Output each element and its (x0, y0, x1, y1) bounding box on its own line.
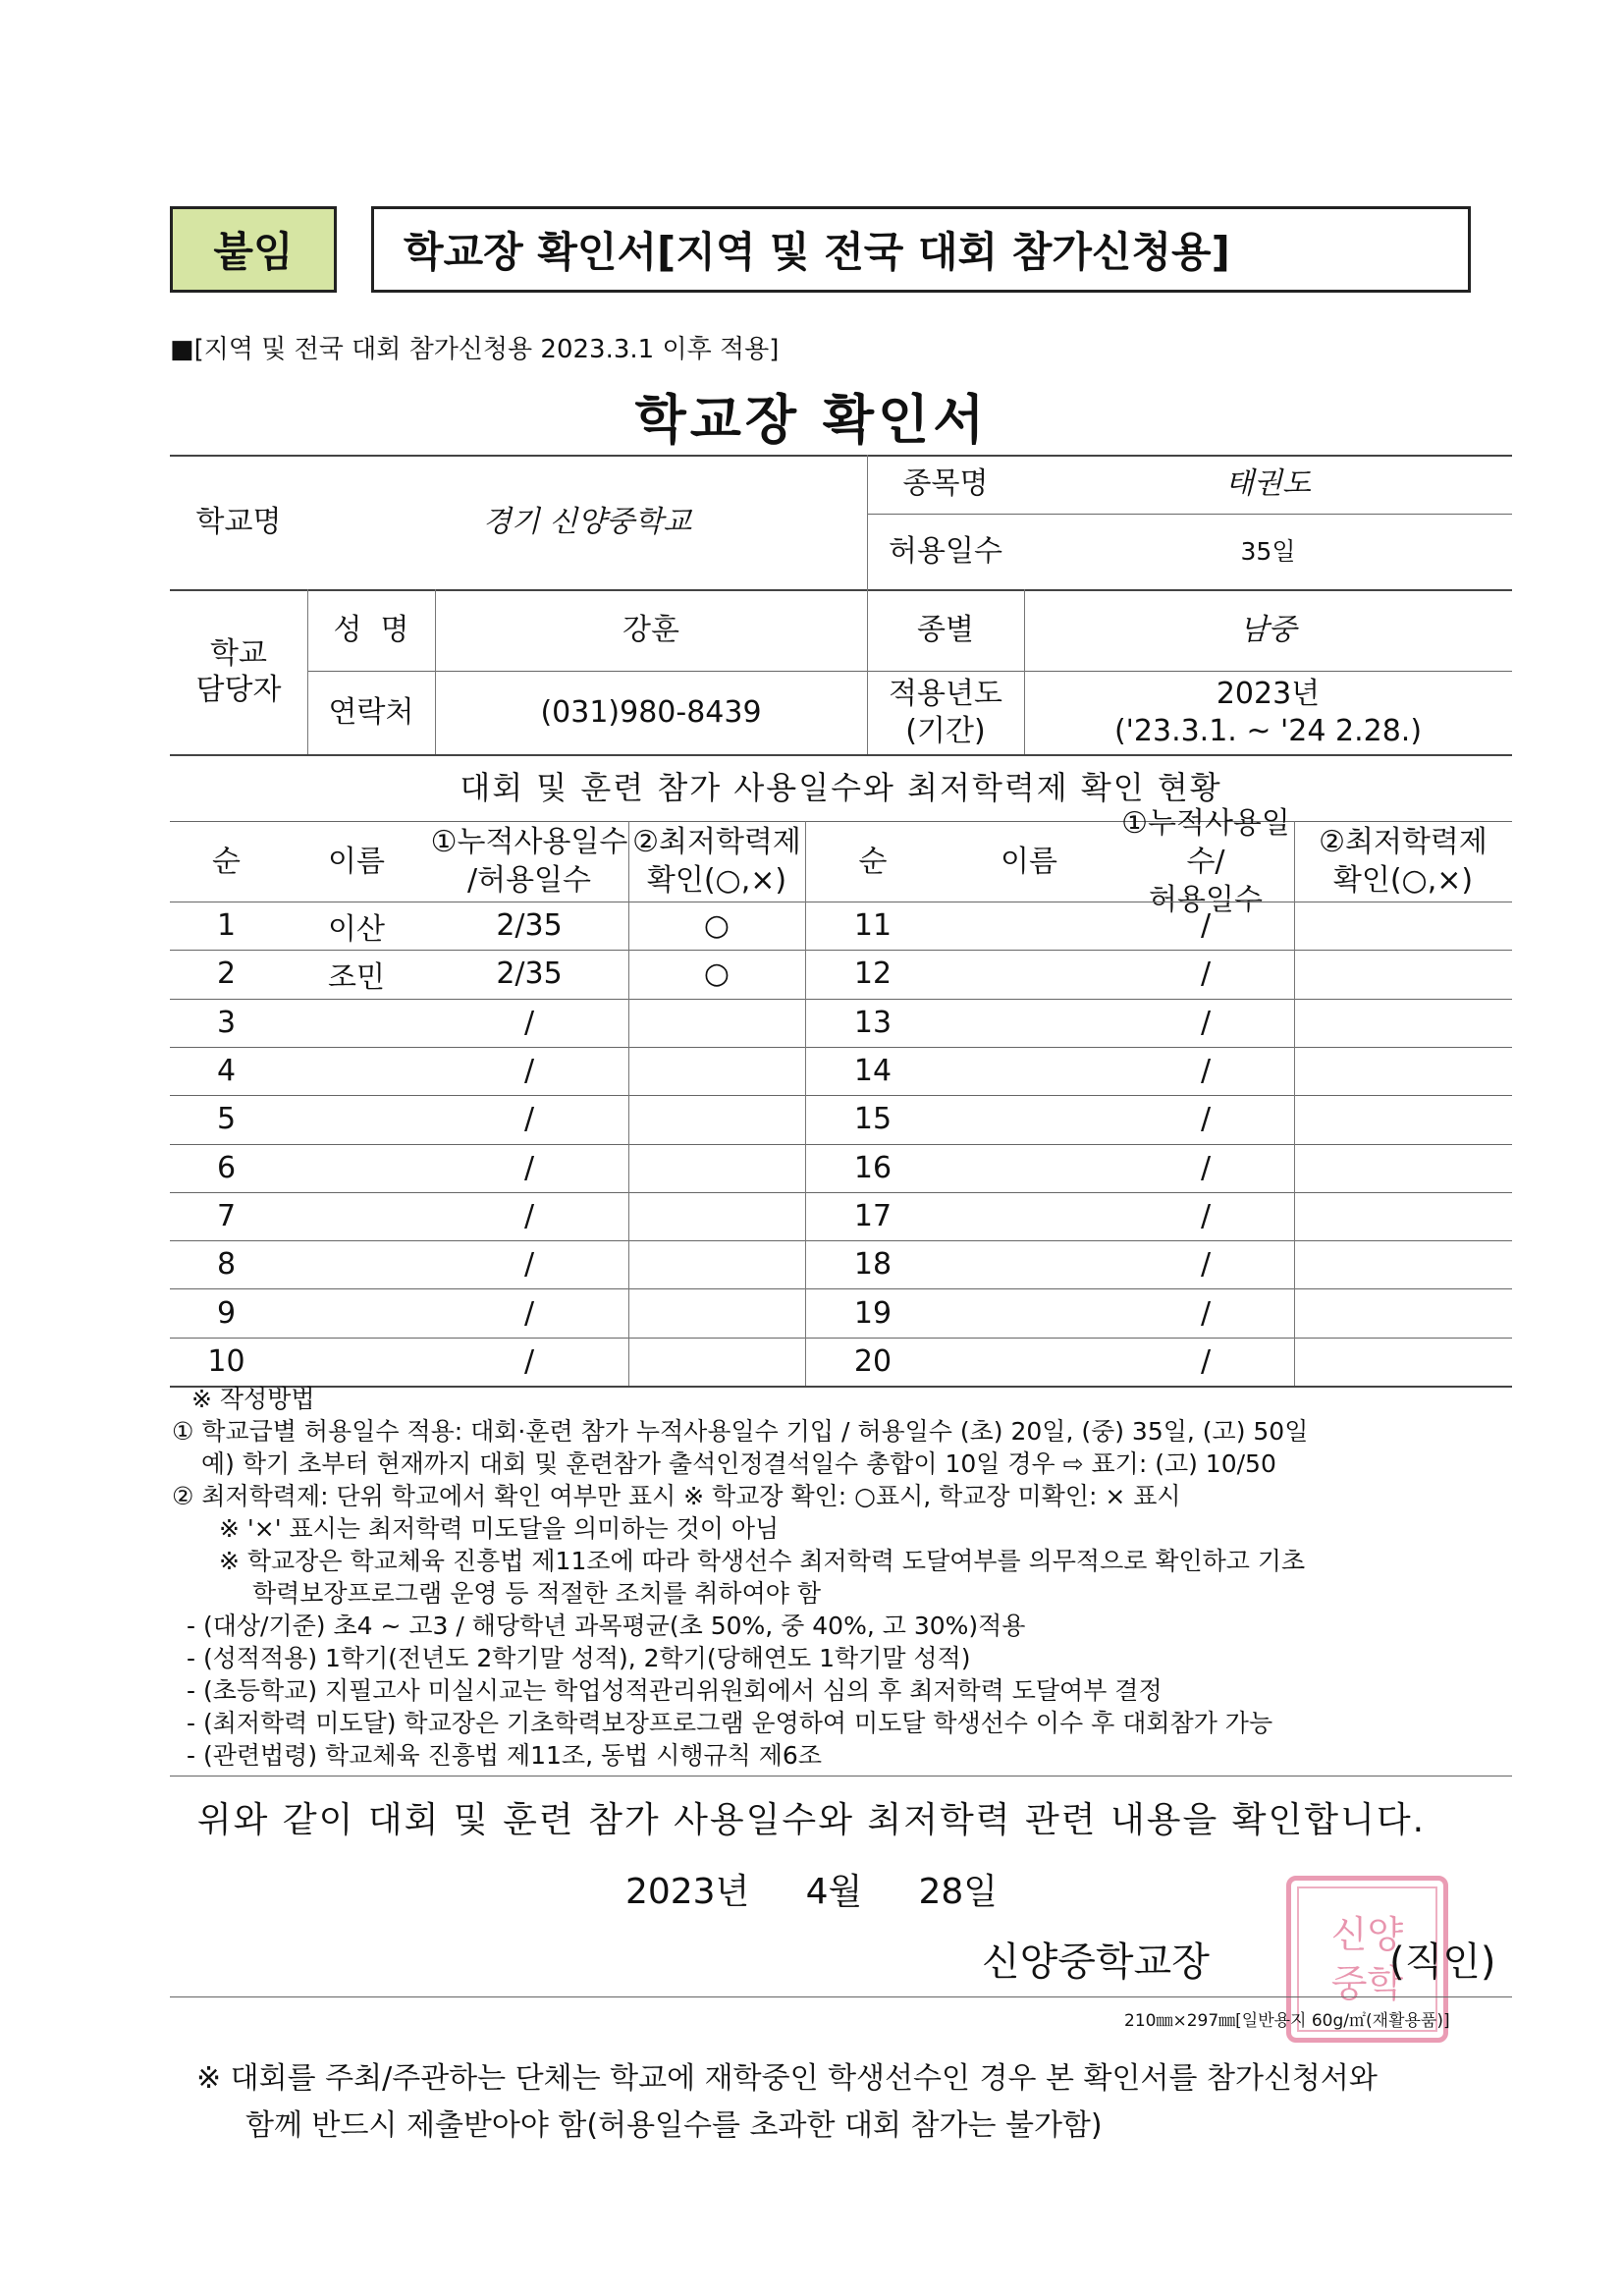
signature-line (170, 1996, 1512, 1997)
row-name (283, 1192, 430, 1240)
sport-label: 종목명 (902, 466, 989, 502)
row-name (283, 1047, 430, 1095)
note-line: ② 최저학력제: 단위 학교에서 확인 여부만 표시 ※ 학교장 확인: ○표시, 학교장 미확인: × 표시 (172, 1482, 1181, 1510)
allowed-days-value: 35일 (1240, 536, 1296, 566)
row-name: 조민 (328, 959, 385, 995)
document-title: 학교장 확인서 (634, 389, 989, 451)
row-name (941, 950, 1117, 998)
row-name (941, 1338, 1117, 1386)
row-no: 10 (207, 1343, 245, 1379)
row-name (941, 1047, 1117, 1095)
row-days: / (523, 1054, 535, 1089)
row-name (283, 1240, 430, 1288)
section-title: 대회 및 훈련 참가 사용일수와 최저학력제 확인 현황 (460, 769, 1222, 806)
row-no: 13 (853, 1005, 893, 1040)
note-line: - (최저학력 미도달) 학교장은 기초학력보장프로그램 운영하여 미도달 학생선수 이수 후 대회참가 가능 (187, 1709, 1273, 1737)
note-line: - (대상/기준) 초4 ~ 고3 / 해당학년 과목평균(초 50%, 중 40%, 고 30%)적용 (187, 1612, 1026, 1640)
row-days: / (1200, 1198, 1212, 1233)
table-vline (628, 821, 629, 1386)
row-name (941, 1240, 1117, 1288)
row-name (283, 1338, 430, 1386)
row-days: / (523, 1247, 535, 1283)
row-days: 2/35 (496, 908, 563, 944)
row-no: 17 (853, 1198, 893, 1233)
seal-label: (직인) (1389, 1940, 1496, 1985)
row-check (1294, 999, 1512, 1047)
row-name (941, 999, 1117, 1047)
row-no: 19 (853, 1295, 893, 1331)
note-line: - (성적적용) 1학기(전년도 2학기말 성적), 2학기(당해연도 1학기말 성적) (187, 1644, 971, 1672)
row-name (941, 1144, 1117, 1192)
date-month: 4월 (805, 1872, 863, 1912)
attachment-label: 붙임 (170, 206, 337, 293)
row-check (628, 1240, 805, 1288)
row-no: 5 (216, 1102, 237, 1137)
row-name (283, 1288, 430, 1337)
header-no-left: 순 (212, 844, 241, 879)
row-no: 20 (853, 1343, 893, 1379)
row-days: / (523, 1343, 535, 1379)
row-check (1294, 1095, 1512, 1143)
row-check (1294, 1192, 1512, 1240)
footer-line: ※ 대회를 주최/주관하는 단체는 학교에 재학중인 학생선수인 경우 본 확인서를 참가신청서와 (196, 2061, 1378, 2096)
row-check (1294, 1288, 1512, 1337)
row-days: / (1200, 908, 1212, 944)
row-no: 16 (853, 1150, 893, 1185)
row-days: / (1200, 1005, 1212, 1040)
row-check (1294, 1338, 1512, 1386)
header-name-right: 이름 (1001, 844, 1057, 879)
school-label: 학교명 (195, 504, 282, 539)
sport-value: 태권도 (1225, 466, 1311, 502)
row-check (1294, 950, 1512, 998)
notice-line: ■[지역 및 전국 대회 참가신청용 2023.3.1 이후 적용] (170, 335, 780, 364)
row-no: 9 (216, 1295, 237, 1331)
row-check (628, 1192, 805, 1240)
row-name (283, 1144, 430, 1192)
row-check (628, 1144, 805, 1192)
footer-notice (196, 2055, 1492, 2150)
date-year: 2023년 (624, 1872, 750, 1912)
header-check-left: ②최저학력제 확인(○,×) (632, 825, 801, 898)
row-no: 1 (216, 908, 237, 944)
row-name (941, 1095, 1117, 1143)
writing-notes (172, 1383, 1527, 1772)
note-line: ※ '×' 표시는 최저학력 미도달을 의미하는 것이 아님 (219, 1514, 780, 1543)
note-line: ① 학교급별 허용일수 적용: 대회·훈련 참가 누적사용일수 기입 / 허용일수 (초) 20일, (중) 35일, (고) 50일 (172, 1417, 1309, 1446)
row-name (283, 1095, 430, 1143)
row-name (941, 1288, 1117, 1337)
contact-value: (031)980-8439 (540, 694, 762, 730)
gender-label: 종별 (917, 612, 974, 647)
row-check: ○ (703, 908, 730, 944)
row-no: 2 (216, 957, 237, 992)
gender-value: 남중 (1239, 612, 1297, 647)
allowed-days-label: 허용일수 (889, 533, 1002, 569)
form-title: 학교장 확인서[지역 및 전국 대회 참가신청용] (404, 228, 1230, 276)
row-days: 2/35 (496, 957, 563, 992)
footer-line: 함께 반드시 제출받아야 함(허용일수를 초과한 대회 참가는 불가함) (245, 2108, 1103, 2143)
row-days: / (1200, 1054, 1212, 1089)
row-days: / (523, 1102, 535, 1137)
row-no: 14 (853, 1054, 893, 1089)
row-check: ○ (703, 957, 730, 992)
row-check (1294, 1047, 1512, 1095)
row-days: / (523, 1150, 535, 1185)
row-name (941, 1192, 1117, 1240)
row-no: 7 (216, 1198, 237, 1233)
row-no: 15 (853, 1102, 893, 1137)
header-no-right: 순 (858, 844, 888, 879)
confirmation-text: 위와 같이 대회 및 훈련 참가 사용일수와 최저학력 관련 내용을 확인합니다. (196, 1800, 1427, 1840)
school-value: 경기 신양중학교 (482, 504, 692, 539)
row-check (628, 1338, 805, 1386)
seal-inner: 신양 중학 (1297, 1886, 1437, 2032)
contact-label: 연락처 (328, 694, 414, 730)
date-day: 28일 (918, 1872, 999, 1912)
row-check (628, 1095, 805, 1143)
row-no: 12 (853, 957, 893, 992)
row-days: / (523, 1295, 535, 1331)
row-check (1294, 1240, 1512, 1288)
row-name (941, 902, 1117, 950)
form-title-box (371, 206, 1471, 293)
row-name (283, 999, 430, 1047)
notes-bottom-line (170, 1776, 1512, 1777)
table-vline (1294, 821, 1295, 1386)
name-label: 성 명 (333, 612, 409, 647)
principal-title: 신양중학교장 (982, 1940, 1210, 1985)
row-no: 18 (853, 1247, 893, 1283)
row-no: 11 (853, 908, 893, 944)
paper-spec: 210㎜×297㎜[일반용지 60g/㎡(재활용품)] (1124, 2011, 1450, 2031)
note-line: ※ 학교장은 학교체육 진흥법 제11조에 따라 학생선수 최저학력 도달여부를 의무적으로 확인하고 기초 (219, 1547, 1306, 1575)
row-no: 3 (216, 1005, 237, 1040)
year-value: 2023년 ('23.3.1. ~ '24 2.28.) (1113, 677, 1423, 748)
note-line: - (초등학교) 지필고사 미실시교는 학업성적관리위원회에서 심의 후 최저학력 도달여부 결정 (187, 1676, 1163, 1705)
note-line: 학력보장프로그램 운영 등 적절한 조치를 취하여야 함 (252, 1579, 821, 1608)
note-line: - (관련법령) 학교체육 진흥법 제11조, 동법 시행규칙 제6조 (187, 1741, 822, 1770)
row-days: / (1200, 957, 1212, 992)
row-days: / (1200, 1295, 1212, 1331)
row-check (628, 1047, 805, 1095)
manager-label: 학교 담당자 (195, 635, 282, 707)
row-check (1294, 902, 1512, 950)
header-days-right: ①누적사용일수/ 허용일수 (1121, 805, 1290, 917)
row-days: / (1200, 1247, 1212, 1283)
header-check-right: ②최저학력제 확인(○,×) (1319, 825, 1488, 898)
row-no: 8 (216, 1247, 237, 1283)
year-label: 적용년도 (기간) (889, 677, 1002, 748)
row-days: / (1200, 1102, 1212, 1137)
row-check (628, 1288, 805, 1337)
row-check (628, 999, 805, 1047)
row-name: 이산 (328, 911, 385, 947)
row-no: 6 (216, 1150, 237, 1185)
name-value: 강훈 (622, 612, 679, 647)
row-no: 4 (216, 1054, 237, 1089)
header-name-left: 이름 (328, 844, 385, 879)
note-line: 예) 학기 초부터 현재까지 대회 및 훈련참가 출석인정결석일수 총합이 10일 경우 ⇨ 표기: (고) 10/50 (201, 1449, 1276, 1478)
row-days: / (523, 1198, 535, 1233)
row-days: / (523, 1005, 535, 1040)
row-check (1294, 1144, 1512, 1192)
table-vline (805, 821, 806, 1386)
header-days-left: ①누적사용일수 /허용일수 (430, 825, 628, 898)
row-days: / (1200, 1150, 1212, 1185)
note-heading: ※ 작성방법 (191, 1385, 315, 1413)
row-days: / (1200, 1343, 1212, 1379)
